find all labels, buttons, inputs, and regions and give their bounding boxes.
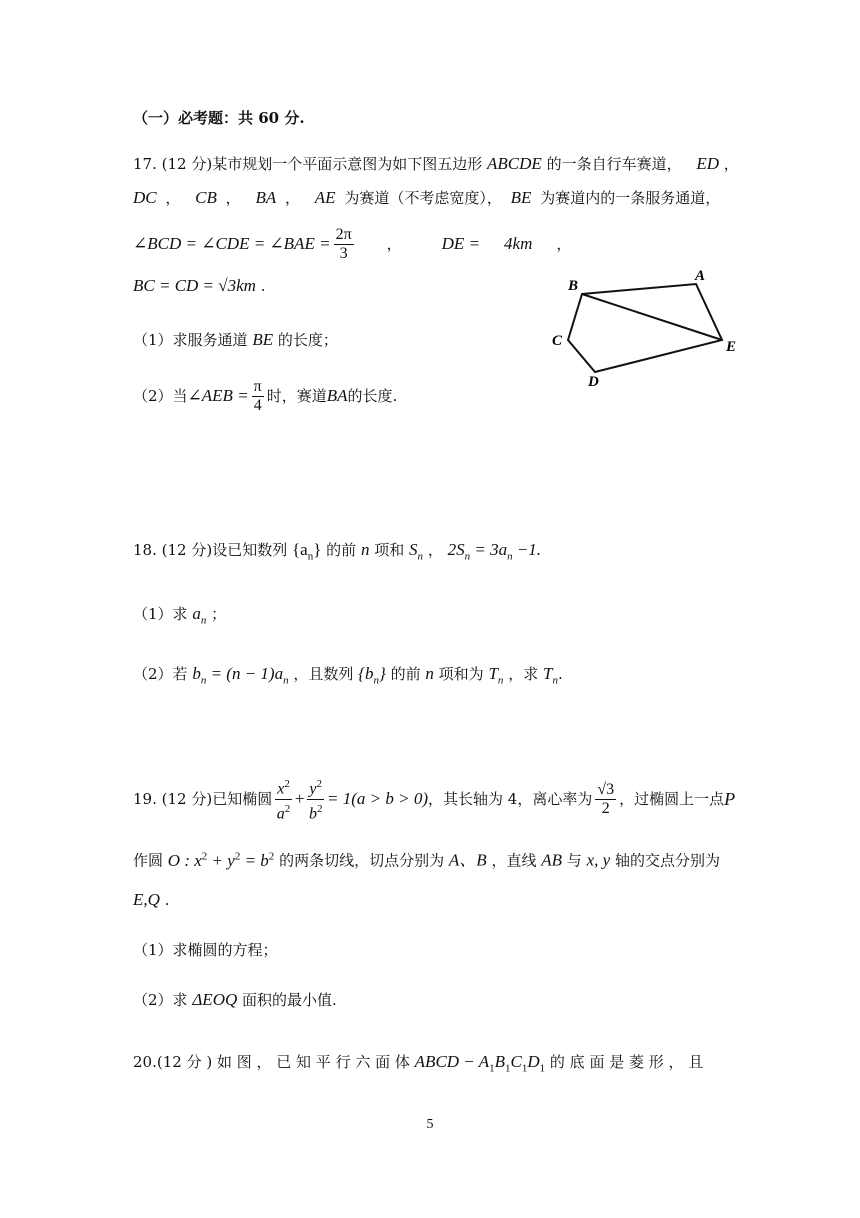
q18-line1: 18. (12 分)设已知数列 $\{a_n\}$ 的前 n 项和 $S_n$ ， $2S_n = 3a_n -1$. xyxy=(133,540,542,563)
label-E: E xyxy=(726,339,737,355)
q17-line3: ∠BCD = ∠CDE = ∠BAE = $\frac{2\pi}{3}$ ， DE = 4km ， xyxy=(133,225,572,262)
label-D: D xyxy=(588,374,599,390)
q19-sub2: （2）求 ΔEOQ 面积的最小值. xyxy=(133,990,337,1009)
q17-line2: DC ， CB ， BA ， AE 为赛道（不考虑宽度）， BE 为赛道内的一条服务通道， xyxy=(133,188,721,207)
section-title: （一）必考题：共 60 分. xyxy=(133,109,305,127)
segment-BE xyxy=(582,294,722,340)
page-number: 5 xyxy=(426,1117,434,1132)
q17-fraction: $\frac{2\pi}{3}$ xyxy=(335,225,352,262)
q19-line2: 作圆 O : $x^2 + y^2 = b^2$ 的两条切线，切点分别为 A、B ，直线 AB 与 x, y 轴的交点分别为 xyxy=(133,850,720,870)
q19-line3: E,Q . xyxy=(133,890,170,909)
q17-line1: 17. (12 分)某市规划一个平面示意图为如下图五边形 ABCDE 的一条自行车赛道， ED ， xyxy=(133,154,739,173)
q18-sub2: （2）若 $b_n = (n - 1)a_n$ ，且数列 $\{b_n\}$ 的前 n 项和为 $T_n$ ，求 $T_n$. xyxy=(133,664,563,687)
label-B: B xyxy=(568,278,579,294)
q18-sub1: （1）求 $a_n$ ； xyxy=(133,604,227,627)
q17-score: (12 分) xyxy=(161,155,213,173)
q19-sub1: （1）求椭圆的方程； xyxy=(133,941,278,959)
label-C: C xyxy=(552,333,563,349)
q17-line4: BC = CD = √3km . xyxy=(133,276,266,295)
label-A: A xyxy=(695,268,706,284)
pentagon-figure xyxy=(540,262,750,392)
q17-sub2: （2）当 ∠AEB = $\frac{\pi}{4}$ 时，赛道 BA 的长度. xyxy=(133,377,398,414)
q20-line1: 20.(12 分 ) 如 图 ， 已 知 平 行 六 面 体 ABCD − $A_1B_1C_1D_1$ 的 底 面 是 菱 形 ， 且 xyxy=(133,1052,704,1075)
q17-number: 17. xyxy=(133,155,157,173)
q19-line1: 19. (12 分) 已知椭圆 $\frac{x^2}{a^2}$ + $\frac{y^2}{b^2}$ = 1(a > b > 0) ，其长轴为 4，离心率为 $\frac{√3}{2}$ ，过椭圆上一点 P xyxy=(133,774,735,824)
q17-sub1: （1）求服务通道 BE 的长度； xyxy=(133,330,338,349)
